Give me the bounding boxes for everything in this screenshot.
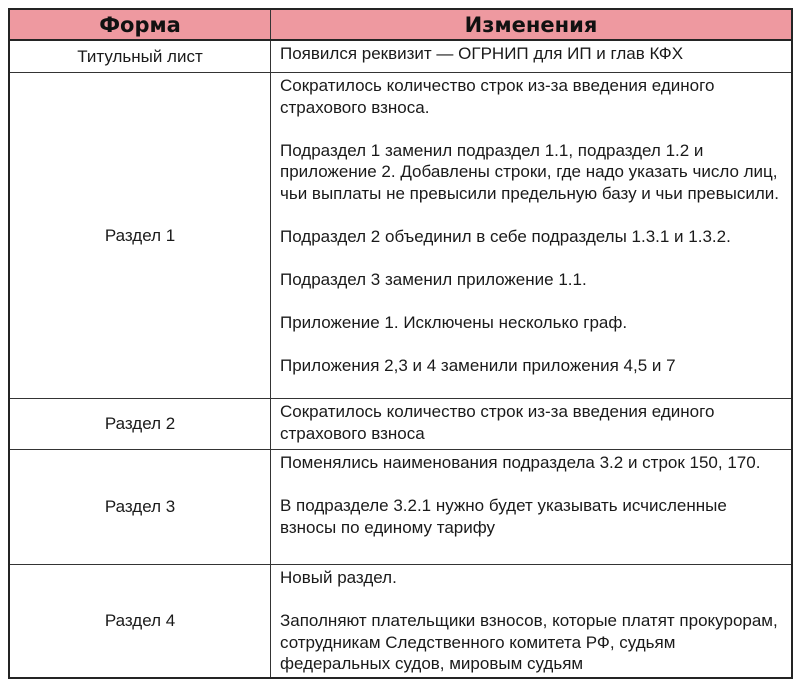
changes-paragraph: Подраздел 1 заменил подраздел 1.1, подраздел 1.2 и приложение 2. Добавлены строки, где надо указать число лиц, чьи выплаты не превысили предельную базу и чьи превысили.: [280, 140, 779, 203]
changes-paragraph: Подраздел 2 объединил в себе подразделы 1.3.1 и 1.3.2.: [280, 226, 731, 246]
form-cell: Раздел 2: [9, 399, 271, 450]
table-row: [9, 450, 792, 565]
changes-cell: [271, 450, 793, 565]
table-row: [9, 565, 792, 678]
header-row: [9, 9, 792, 40]
changes-paragraph: Сократилось количество строк из-за введения единого страхового взноса.: [280, 76, 715, 117]
header-cell-form: Форма: [9, 9, 271, 40]
changes-paragraph: Подраздел 3 заменил приложение 1.1.: [280, 269, 587, 289]
changes-table: [8, 8, 793, 679]
changes-paragraph: Приложение 1. Исключены несколько граф.: [280, 312, 628, 332]
changes-paragraph: Приложения 2,3 и 4 заменили приложения 4,5 и 7: [280, 355, 676, 375]
form-cell: Раздел 4: [9, 565, 271, 678]
table-row: [9, 40, 792, 73]
changes-cell: [271, 40, 793, 73]
form-cell: Титульный лист: [9, 40, 271, 73]
form-cell: Раздел 3: [9, 450, 271, 565]
changes-paragraph: Новый раздел.: [280, 568, 397, 587]
header-cell-changes: Изменения: [271, 9, 793, 40]
changes-paragraph: В подразделе 3.2.1 нужно будет указывать исчисленные взносы по единому тарифу: [280, 496, 727, 537]
changes-cell: [271, 399, 793, 450]
form-cell: Раздел 1: [9, 73, 271, 399]
changes-paragraph: Заполняют плательщики взносов, которые платят прокурорам, сотрудникам Следственного комитета РФ, судьям федеральных судов, мировым судьям: [280, 611, 778, 673]
changes-paragraph: Появился реквизит — ОГРНИП для ИП и глав КФХ: [280, 44, 684, 63]
changes-paragraph: Поменялись наименования подраздела 3.2 и строк 150, 170.: [280, 453, 761, 472]
table-row: [9, 399, 792, 450]
changes-cell: [271, 565, 793, 678]
table-row: [9, 73, 792, 399]
changes-paragraph: Сократилось количество строк из-за введения единого страхового взноса: [280, 402, 715, 443]
changes-cell: [271, 73, 793, 399]
changes-table-container: [8, 8, 793, 679]
